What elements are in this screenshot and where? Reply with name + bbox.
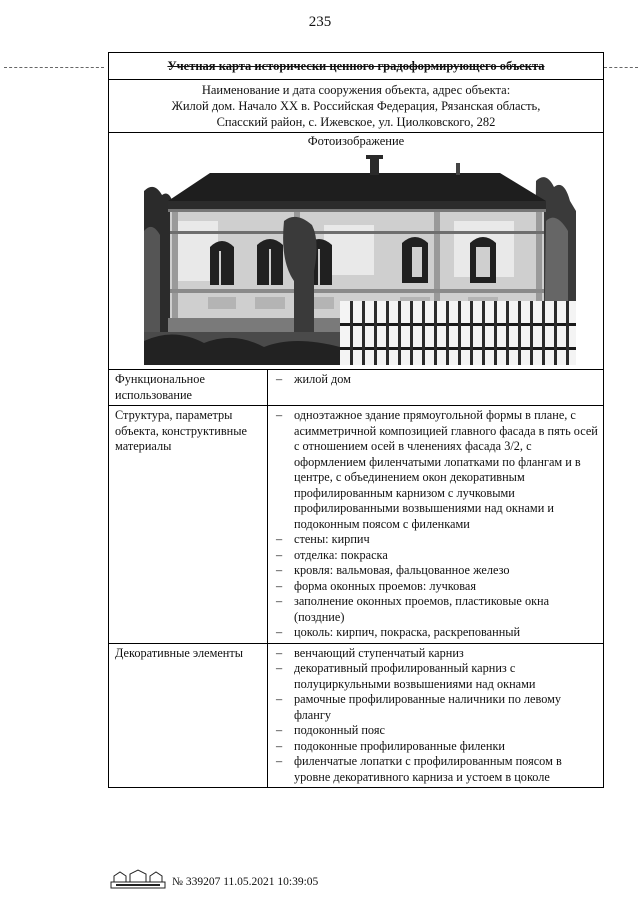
name-line-1: Жилой дом. Начало XX в. Российская Федерация, Рязанская область, [171,99,541,113]
row-label-decor: Декоративные элементы [109,643,268,787]
list-item: – венчающий ступенчатый карниз [272,646,599,662]
list-item: – цоколь: кирпич, покраска, раскрепованный [272,625,599,641]
name-line-2: Спасский район, с. Ижевское, ул. Циолковского, 282 [216,115,496,129]
object-name-block [109,80,603,133]
list-item: – заполнение оконных проемов, пластиковые окна (поздние) [272,594,599,625]
list-item: – подоконный пояс [272,723,599,739]
table-row [109,406,603,644]
heritage-card [108,52,604,788]
list-item: – одноэтажное здание прямоугольной формы в плане, с асимметричной композицией главного фасада в пять осей с отношением осей в членениях фасада 3/2, с оформлением филенчатыми лопатками по флангам и в центре, с объединением окон декоративным профилированным карнизом с лучковыми профилированными возвышениями над окнами и подоконным поясом с филенками [272,408,599,532]
name-heading: Наименование и дата сооружения объекта, адрес объекта: [201,83,511,97]
house-photo [144,151,576,365]
table-row [109,370,603,406]
list-item: – рамочные профилированные наличники по левому флангу [272,692,599,723]
list-item: – декоративный профилированный карниз с полуциркульными возвышениями над окнами [272,661,599,692]
card-title-row [109,53,603,80]
list-item: – форма оконных проемов: лучковая [272,579,599,595]
row-values-function [268,370,604,406]
list-item: – отделка: покраска [272,548,599,564]
footer [110,868,350,890]
card-title: Учетная карта исторически ценного градоформирующего объекта [167,58,545,73]
row-values-decor [268,643,604,787]
photo-label: Фотоизображение [307,134,405,148]
list-item: – стены: кирпич [272,532,599,548]
row-label-structure: Структура, параметры объекта, конструктивные материалы [109,406,268,644]
margin-dash-right [604,67,638,68]
properties-table [109,370,603,787]
photo-frame [109,148,603,370]
registry-stamp-icon [110,868,166,890]
list-item: – филенчатые лопатки с профилированным поясом в уровне декоративного карниза и устоем в цоколе [272,754,599,785]
page-number: 235 [308,14,332,30]
row-values-structure [268,406,604,644]
list-item: – кровля: вальмовая, фальцованное железо [272,563,599,579]
row-label-function: Функциональное использование [109,370,268,406]
list-item: – жилой дом [272,372,599,388]
margin-dash-left [4,67,104,68]
list-item: – подоконные профилированные филенки [272,739,599,755]
registration-number: № 339207 11.05.2021 10:39:05 [172,876,319,888]
table-row [109,643,603,787]
